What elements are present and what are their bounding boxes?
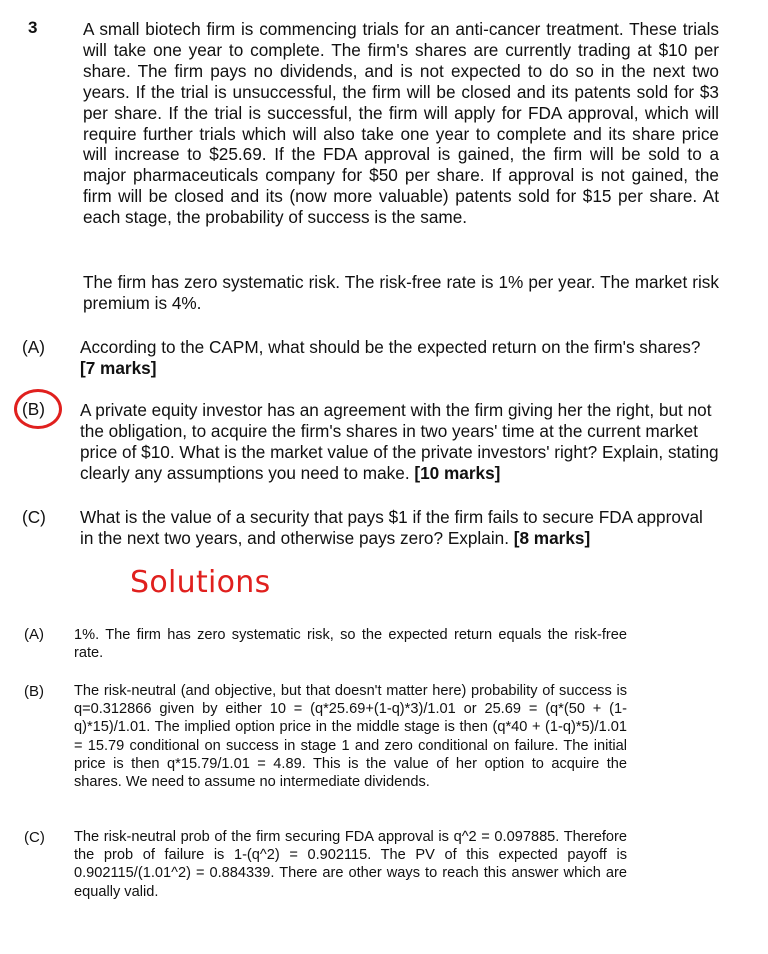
question-c-label: (C): [22, 507, 46, 527]
question-c: [80, 507, 710, 549]
question-c-marks: [8 marks]: [513, 528, 591, 548]
solutions-heading: Solutions: [130, 565, 271, 600]
question-b-marks: [10 marks]: [414, 463, 501, 483]
question-c-text: What is the value of a security that pays $1 if the firm fails to secure FDA approval in the next two years, and otherwise pays zero? Explain.: [80, 507, 703, 548]
solution-c-text: The risk-neutral prob of the firm securing FDA approval is q^2 = 0.097885. Therefore the prob of failure is 1-(q^2) = 0.902115. The PV of this expected payoff is 0.902115/(1.01^2) = 0.884339. There are other ways to reach this answer which are equally valid.: [74, 829, 627, 900]
problem-paragraph-2: The firm has zero systematic risk. The risk-free rate is 1% per year. The market risk premium is 4%.: [83, 272, 719, 313]
problem-paragraph-1: A small biotech firm is commencing trials for an anti-cancer treatment. These trials will take one year to complete. The firm's shares are currently trading at $10 per share. The firm pays no dividends, and is not expected to do so in the next two years. If the trial is unsuccessful, the firm will be closed and its patents sold for $3 per share. If the trial is successful, the firm will apply for FDA approval, which will require further trials which will also take one year to complete and its share price will increase to $25.69. If the FDA approval is gained, the firm will be sold to a major pharmaceuticals company for $50 per share. If approval is not gained, the firm will be closed and its (now more valuable) patents sold for $15 per share. At each stage, the probability of success is the same.: [83, 19, 719, 228]
solution-b-label: (B): [24, 683, 44, 700]
question-a-text: According to the CAPM, what should be the expected return on the firm's shares?: [80, 337, 701, 357]
solution-c-label: (C): [24, 829, 45, 846]
question-a-marks: [7 marks]: [80, 358, 157, 378]
solution-a-text: 1%. The firm has zero systematic risk, so the expected return equals the risk-free rate.: [74, 627, 627, 662]
question-number: 3: [28, 18, 38, 37]
question-a: [80, 337, 720, 379]
question-b: [80, 400, 720, 484]
solution-b-text: The risk-neutral (and objective, but that doesn't matter here) probability of success is q=0.312866 given by either 10 = (q*25.69+(1-q)*3)/1.01 or 25.69 = (q*(50 + (1-q)*15)/1.01. The implied option price in the middle stage is then (q*40 + (1-q)*5)/1.01 = 15.79 conditional on success in stage 1 and zero conditional on failure. The initial price is then q*15.79/1.01 = 4.89. This is the value of her option to acquire the shares. We need to assume no intermediate dividends.: [74, 683, 627, 791]
question-b-label: (B): [22, 399, 45, 419]
solution-a-label: (A): [24, 626, 44, 643]
question-b-text: A private equity investor has an agreement with the firm giving her the right, but not the obligation, to acquire the firm's shares in two years' time at the current market price of $10. What is the market value of the private investors' right? Explain, stating clearly any assumptions you need to make.: [80, 400, 719, 483]
question-a-label: (A): [22, 337, 45, 357]
